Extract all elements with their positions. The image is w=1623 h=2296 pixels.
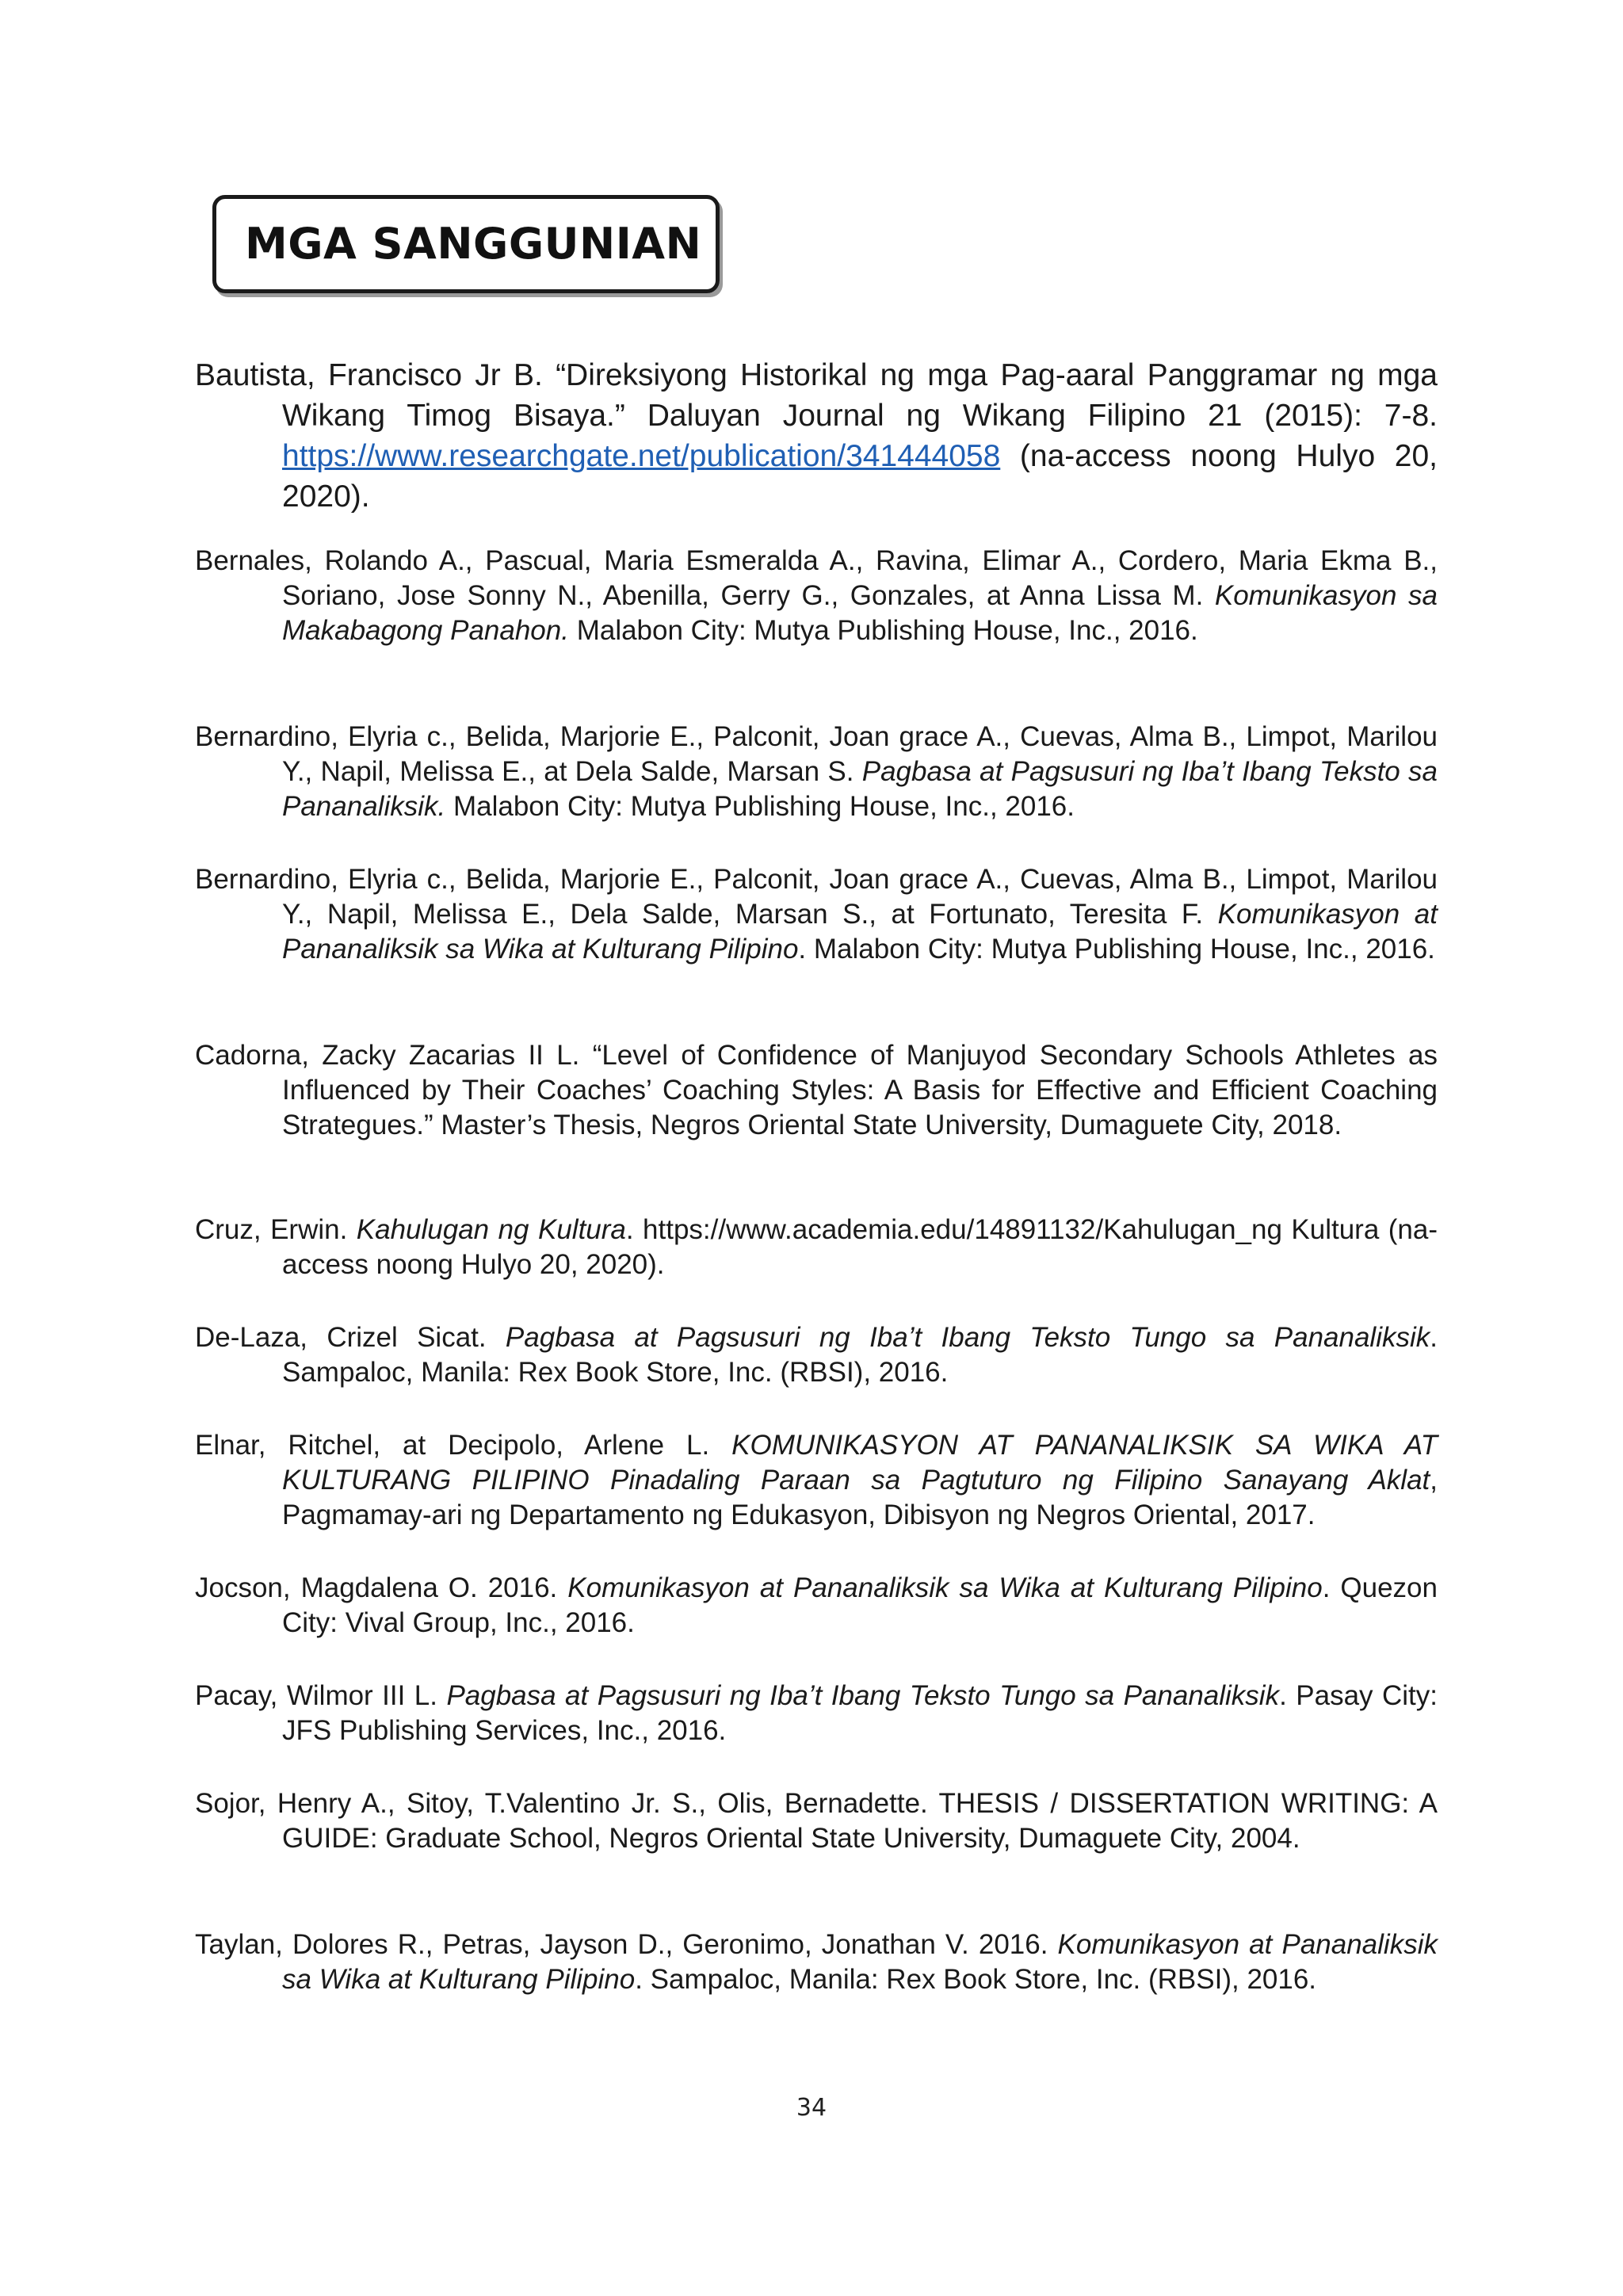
reference-text: Bautista, Francisco Jr B. “Direksiyong Historikal ng mga Pag-aaral Panggramar ng mga Wikang Timog Bisaya.” Daluyan Journal ng Wikang Filipino 21 (2015): 7-8. xyxy=(195,358,1438,433)
reference-text: . Malabon City: Mutya Publishing House, Inc., 2016. xyxy=(798,934,1435,965)
reference-text: Jocson, Magdalena O. 2016. xyxy=(195,1572,568,1603)
reference-text: Taylan, Dolores R., Petras, Jayson D., Geronimo, Jonathan V. 2016. xyxy=(195,1929,1058,1960)
reference-link[interactable]: https://www.researchgate.net/publication/341444058 xyxy=(282,439,1001,473)
reference-text: . Quezon City: Vival Group, Inc., 2016. xyxy=(282,1572,1438,1638)
reference-entry xyxy=(195,1320,1438,1390)
page-title: MGA SANGGUNIAN xyxy=(245,219,702,269)
reference-text: Malabon City: Mutya Publishing House, Inc., 2016. xyxy=(568,615,1198,646)
reference-text: Bernardino, Elyria c., Belida, Marjorie E., Palconit, Joan grace A., Cuevas, Alma B., Limpot, Marilou Y., Napil, Melissa E., Dela Salde, Marsan S., at Fortunato, Teresita F. xyxy=(195,864,1438,930)
reference-text: De-Laza, Crizel Sicat. xyxy=(195,1322,506,1353)
reference-text: . Sampaloc, Manila: Rex Book Store, Inc. (RBSI), 2016. xyxy=(635,1964,1317,1995)
reference-entry xyxy=(195,544,1438,648)
reference-entry xyxy=(195,1213,1438,1282)
reference-entry xyxy=(195,1038,1438,1143)
reference-text: . https://www.academia.edu/14891132/Kahulugan_ng Kultura (na-access noong Hulyo 20, 2020). xyxy=(282,1214,1438,1280)
reference-entry xyxy=(195,862,1438,967)
reference-entry xyxy=(195,1927,1438,1997)
reference-text: Cadorna, Zacky Zacarias II L. “Level of Confidence of Manjuyod Secondary Schools Athletes as Influenced by Their Coaches’ Coaching Styles: A Basis for Effective and Efficient Coaching Strategues.” Master’s Thesis, Negros Oriental State University, Dumaguete City, 2018. xyxy=(195,1040,1438,1140)
reference-text: (na-access noong Hulyo 20, 2020). xyxy=(282,439,1438,514)
reference-entry xyxy=(195,1679,1438,1748)
reference-entry xyxy=(195,1786,1438,1856)
reference-text: Sojor, Henry A., Sitoy, T.Valentino Jr. S., Olis, Bernadette. THESIS / DISSERTATION WRITING: A GUIDE: Graduate School, Negros Oriental State University, Dumaguete City, 2004. xyxy=(195,1788,1438,1854)
reference-entry xyxy=(195,720,1438,824)
reference-text: Elnar, Ritchel, at Decipolo, Arlene L. xyxy=(195,1430,732,1461)
reference-title: Pagbasa at Pagsusuri ng Iba’t Ibang Teksto Tungo sa Pananaliksik xyxy=(505,1322,1430,1353)
reference-title: Pagbasa at Pagsusuri ng Iba’t Ibang Teksto Tungo sa Pananaliksik xyxy=(446,1680,1280,1711)
reference-title: Komunikasyon sa Makabagong Panahon. xyxy=(282,580,1438,646)
reference-text: Malabon City: Mutya Publishing House, Inc., 2016. xyxy=(445,791,1075,822)
reference-title: Komunikasyon at Pananaliksik sa Wika at Kulturang Pilipino xyxy=(282,1929,1438,1995)
reference-entry xyxy=(195,1571,1438,1641)
reference-text: Cruz, Erwin. xyxy=(195,1214,357,1245)
reference-title: KOMUNIKASYON AT PANANALIKSIK SA WIKA AT KULTURANG PILIPINO Pinadaling Paraan sa Pagtuturo ng Filipino Sanayang Aklat xyxy=(282,1430,1438,1496)
reference-title: Komunikasyon at Pananaliksik sa Wika at Kulturang Pilipino xyxy=(282,899,1438,965)
page-number: 34 xyxy=(796,2094,827,2122)
reference-title: Komunikasyon at Pananaliksik sa Wika at Kulturang Pilipino xyxy=(567,1572,1323,1603)
reference-title: Pagbasa at Pagsusuri ng Iba’t Ibang Teksto sa Pananaliksik. xyxy=(282,756,1438,822)
reference-title: Kahulugan ng Kultura xyxy=(356,1214,626,1245)
reference-text: , Pagmamay-ari ng Departamento ng Edukasyon, Dibisyon ng Negros Oriental, 2017. xyxy=(282,1465,1438,1530)
reference-text: Bernales, Rolando A., Pascual, Maria Esmeralda A., Ravina, Elimar A., Cordero, Maria Ekma B., Soriano, Jose Sonny N., Abenilla, Gerry G., Gonzales, at Anna Lissa M. xyxy=(195,545,1438,611)
heading-box xyxy=(212,195,720,293)
reference-text: . Sampaloc, Manila: Rex Book Store, Inc. (RBSI), 2016. xyxy=(282,1322,1438,1388)
reference-entry xyxy=(195,355,1438,517)
reference-text: Pacay, Wilmor III L. xyxy=(195,1680,447,1711)
reference-text: Bernardino, Elyria c., Belida, Marjorie E., Palconit, Joan grace A., Cuevas, Alma B., Limpot, Marilou Y., Napil, Melissa E., at Dela Salde, Marsan S. xyxy=(195,721,1438,787)
reference-entry xyxy=(195,1428,1438,1533)
reference-text: . Pasay City: JFS Publishing Services, Inc., 2016. xyxy=(282,1680,1438,1746)
